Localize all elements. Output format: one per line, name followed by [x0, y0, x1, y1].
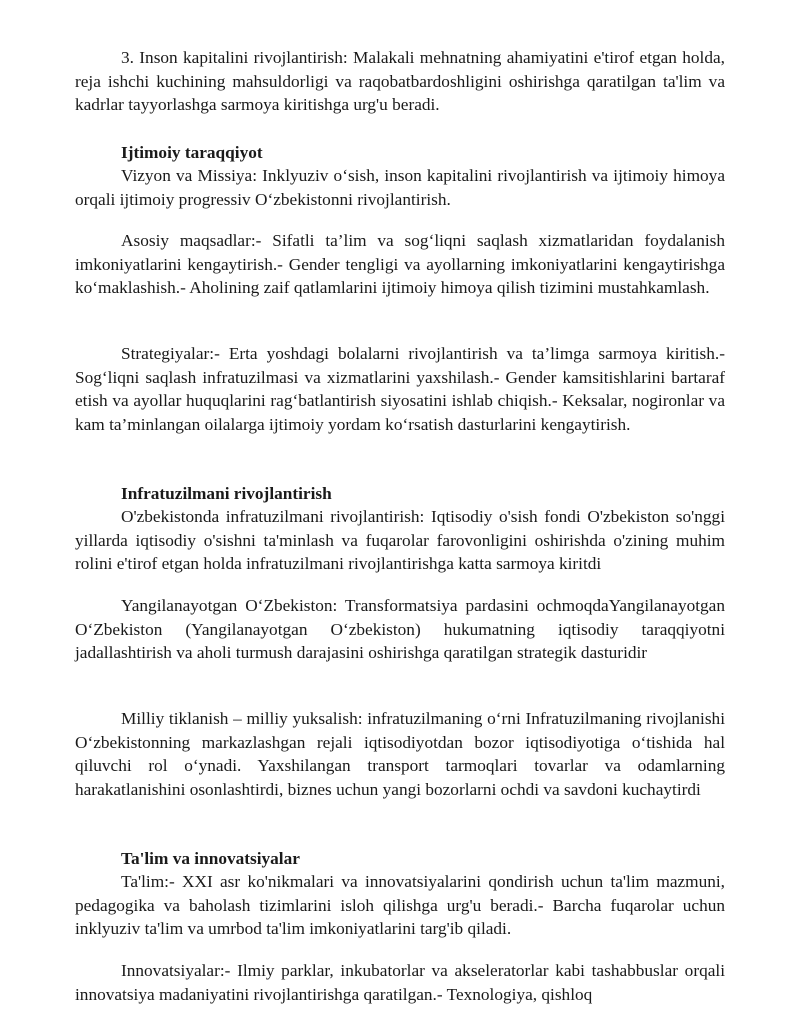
paragraph-inson-kapitali: 3. Inson kapitalini rivojlantirish: Malakali mehnatning ahamiyatini e'tirof etgan holda, reja ishchi kuchining mahsuldorligi va raqobatbardoshligini oshirishga qaratilgan ta'lim va kadrlar tayyorlashga sarmoya kiritishga urg'u beradi. — [75, 48, 725, 115]
heading-talim-innovatsiyalar: Ta'lim va innovatsiyalar — [121, 849, 300, 868]
paragraph-strategiyalar: Strategiyalar:- Erta yoshdagi bolalarni rivojlantirish va ta’limga sarmoya kiritish.- Sog‘liqni saqlash infratuzilmasi va xizmatlarini yaxshilash.- Gender kamsitishlarini bartaraf etish va ayollar huquqlarini rag‘batlantirish siyosatini ishlab chiqish.- Keksalar, nogironlar va kam ta’minlangan oilalarga ijtimoiy yordam ko‘rsatish dasturlarini kengaytirish. — [75, 344, 725, 434]
heading-ijtimoiy-taraqqiyot: Ijtimoiy taraqqiyot — [121, 143, 263, 162]
paragraph-yangilanayotgan: Yangilanayotgan O‘Zbekiston: Transformatsiya pardasini ochmoqdaYangilanayotgan O‘Zbekiston (Yangilanayotgan O‘zbekiston) hukumatning iqtisodiy taraqqiyotni jadallashtirish va aholi turmush darajasini oshirishga qaratilgan strategik dasturidir — [75, 596, 725, 663]
paragraph-innovatsiyalar: Innovatsiyalar:- Ilmiy parklar, inkubatorlar va akseleratorlar kabi tashabbuslar orqali innovatsiya madaniyatini rivojlantirishga qaratilgan.- Texnologiya, qishloq — [75, 961, 725, 1004]
paragraph-vizyon: Vizyon va Missiya: Inklyuziv o‘sish, inson kapitalini rivojlantirish va ijtimoiy himoya orqali ijtimoiy progressiv O‘zbekistonni rivojlantirish. — [75, 166, 725, 209]
paragraph-asosiy-maqsadlar: Asosiy maqsadlar:- Sifatli ta’lim va sog‘liqni saqlash xizmatlaridan foydalanish imkoniyatlarini kengaytirish.- Gender tengligi va ayollarning imkoniyatlarini kengaytirishga ko‘maklashish.- Aholining zaif qatlamlarini ijtimoiy himoya qilish tizimini mustahkamlash. — [75, 231, 725, 298]
paragraph-milliy-tiklanish: Milliy tiklanish – milliy yuksalish: infratuzilmaning o‘rni Infratuzilmaning rivojlanishi O‘zbekistonning markazlashgan rejali iqtisodiyotdan bozor iqtisodiyotiga o‘tishida hal qiluvchi rol o‘ynadi. Yaxshilangan transport tarmoqlari tovarlar va odamlarning harakatlanishini osonlashtirdi, biznes uchun yangi bozorlarni ochdi va savdoni kuchaytirdi — [75, 709, 725, 799]
heading-infratuzilma: Infratuzilmani rivojlantirish — [121, 484, 332, 503]
paragraph-talim: Ta'lim:- XXI asr ko'nikmalari va innovatsiyalarini qondirish uchun ta'lim mazmuni, pedagogika va baholash tizimlarini isloh qilishga urg'u beradi.- Barcha fuqarolar uchun inklyuziv ta'lim va umrbod ta'lim imkoniyatlarini targ'ib qiladi. — [75, 872, 725, 939]
paragraph-infratuzilma: O'zbekistonda infratuzilmani rivojlantirish: Iqtisodiy o'sish fondi O'zbekiston so'nggi yillarda iqtisodiy o'sishni ta'minlash va fuqarolar farovonligini oshirishda o'zining muhim rolini e'tirof etgan holda infratuzilmani rivojlantirishga katta sarmoya kiritdi — [75, 507, 725, 574]
